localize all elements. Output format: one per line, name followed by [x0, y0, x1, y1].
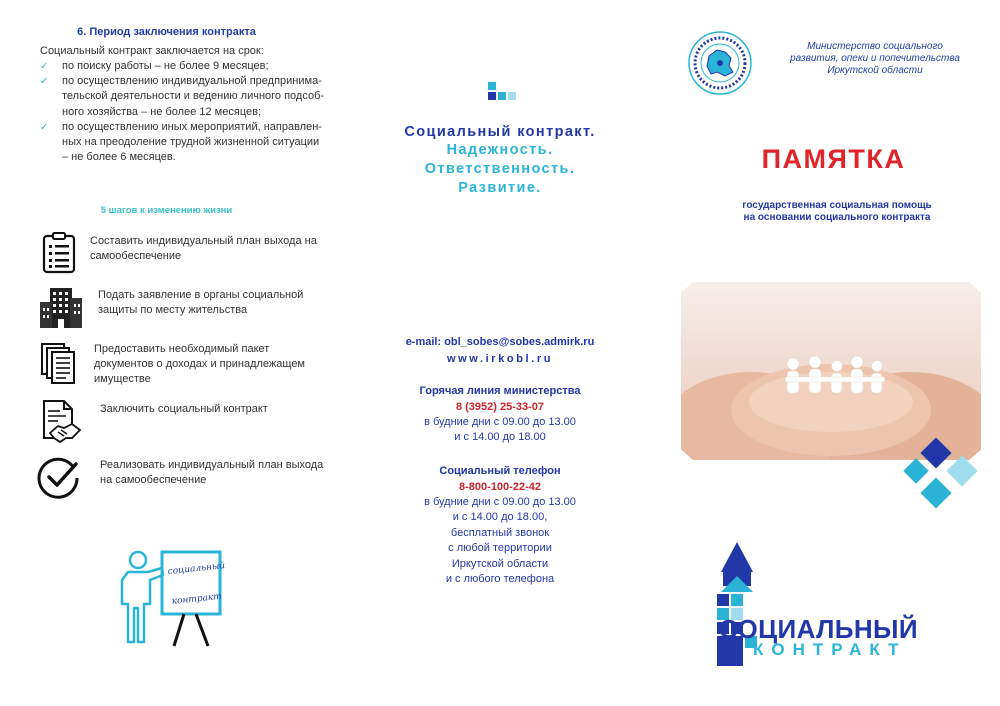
right-panel	[667, 0, 1000, 706]
squares-decoration	[485, 82, 515, 108]
building-icon	[36, 284, 86, 330]
social-phone-note: в будние дни с 09.00 до 13.00	[424, 496, 576, 508]
page-title: ПАМЯТКА	[761, 144, 906, 174]
list-item: ✓ по осуществлению индивидуальной предпринима-тельской деятельности и ведению личного подсоб-ного хозяйства – не более 12 месяцев;	[40, 75, 325, 118]
presenter-illustration	[116, 548, 226, 648]
ministry-name: Министерство социального развития, опеки и попечительства Иркутской области	[790, 41, 960, 76]
subtitle: государственная социальная помощь на основании социального контракта	[742, 200, 932, 223]
step-item	[36, 454, 326, 504]
social-phone-note: и с 14.00 до 18.00,	[452, 511, 548, 523]
hands-family-photo	[681, 282, 981, 460]
slogan-line-4: Развитие.	[458, 180, 542, 196]
middle-panel	[333, 0, 667, 706]
social-phone-note: и с любого телефона	[445, 573, 555, 585]
list-item: ✓ по поиску работы – не более 9 месяцев;	[40, 59, 325, 74]
social-phone-title: Социальный телефон	[439, 465, 561, 477]
social-phone-note: бесплатный звонок	[450, 527, 550, 539]
board-text-2: контракт	[171, 591, 223, 607]
slogan-line-2: Надежность.	[446, 142, 554, 158]
diamonds-decoration	[901, 438, 981, 510]
period-intro: Социальный контракт заключается на срок:	[40, 45, 264, 57]
step-text: Реализовать индивидуальный план выхода на самообеспечение	[100, 459, 324, 486]
email-link[interactable]: e-mail: obl_sobes@sobes.admirk.ru	[405, 336, 595, 348]
period-title: 6. Период заключения контракта	[77, 26, 256, 38]
social-phone-number: 8-800-100-22-42	[459, 481, 541, 493]
clipboard-list-icon	[36, 230, 82, 276]
left-panel	[0, 0, 333, 706]
website-link[interactable]: www.irkobl.ru	[446, 353, 554, 365]
board-text-1: социальный	[167, 561, 226, 577]
step-item	[36, 284, 326, 334]
social-phone-note: с любой территории	[448, 542, 552, 554]
ministry-emblem-icon	[687, 30, 753, 96]
slogan-line-3: Ответственность.	[424, 161, 576, 177]
steps-title: 5 шагов к изменению жизни	[100, 205, 233, 216]
check-circle-icon	[36, 454, 82, 500]
step-text: Предоставить необходимый пакет документов о доходах и принадлежащем имуществе	[94, 343, 305, 385]
step-item	[36, 230, 326, 280]
step-text: Подать заявление в органы социальной защиты по месту жительства	[98, 289, 304, 316]
checkmark-icon: ✓	[40, 121, 49, 133]
list-item: ✓ по осуществлению иных мероприятий, направлен-ных на преодоление трудной жизненной ситуации – не более 6 месяцев.	[40, 120, 322, 164]
hotline-hours: в будние дни с 09.00 до 13.00	[424, 416, 576, 428]
social-phone-note: Иркутской области	[451, 558, 549, 570]
hotline-hours: и с 14.00 до 18.00	[454, 431, 546, 443]
handshake-contract-icon	[36, 398, 82, 444]
logo-word-2: КОНТРАКТ	[753, 640, 907, 659]
step-item	[36, 398, 326, 448]
logo-word-1: СОЦИАЛЬНЫЙ	[719, 614, 918, 644]
hotline-title: Горячая линия министерства	[419, 385, 581, 397]
step-text: Заключить социальный контракт	[100, 403, 268, 415]
period-list	[40, 59, 325, 165]
step-item	[36, 338, 326, 388]
checkmark-icon: ✓	[40, 76, 49, 88]
slogan-line-1: Социальный контракт.	[404, 124, 596, 140]
step-text: Составить индивидуальный план выхода на самообеспечение	[90, 235, 317, 262]
hotline-phone: 8 (3952) 25-33-07	[455, 401, 545, 413]
documents-stack-icon	[36, 338, 82, 388]
checkmark-icon: ✓	[40, 61, 49, 72]
